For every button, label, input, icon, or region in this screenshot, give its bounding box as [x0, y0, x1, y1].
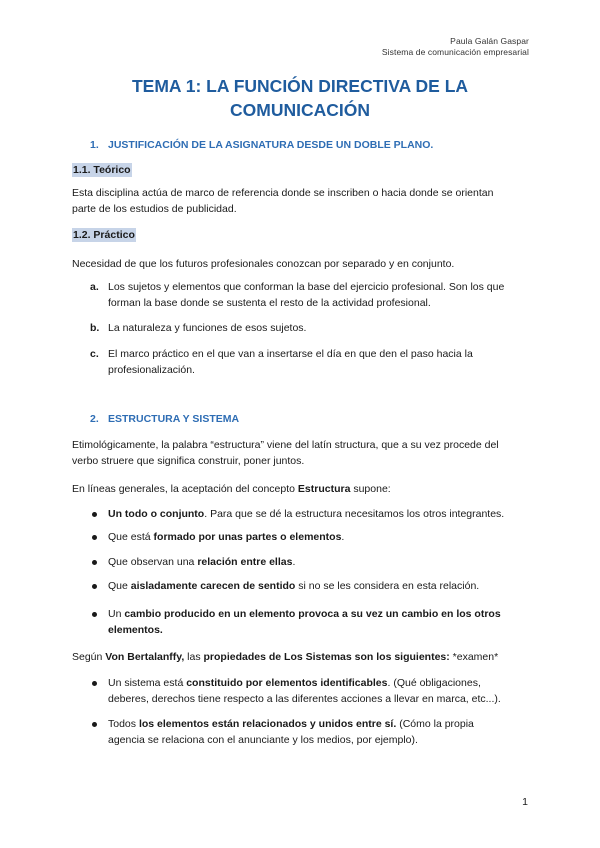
document-title — [60, 74, 540, 122]
sistema-item-1-line-2: deberes, derechos tiene respecto a las diferentes acciones a llevar en marca, etc...). — [108, 693, 501, 705]
bullet-icon — [92, 560, 97, 565]
section-1-title: JUSTIFICACIÓN DE LA ASIGNATURA DESDE UN DOBLE PLANO. — [108, 139, 434, 151]
subsection-1-2-heading — [72, 229, 136, 241]
bold-run: los elementos están relacionados y unidos entre sí. — [138, 718, 397, 730]
bold-run: elementos. — [108, 624, 163, 636]
list-item-b: La naturaleza y funciones de esos sujetos. — [108, 322, 307, 334]
title-line-1: TEMA 1: LA FUNCIÓN DIRECTIVA DE LA — [131, 76, 469, 96]
text-run: Que — [108, 580, 131, 592]
text-run: . — [341, 531, 345, 543]
subsection-1-1-title: 1.1. Teórico — [73, 164, 131, 176]
estructura-item-1 — [108, 506, 532, 522]
sistema-item-2 — [108, 716, 532, 748]
bold-run: Estructura — [297, 483, 351, 495]
paragraph-practico: Necesidad de que los futuros profesionales conozcan por separado y en conjunto. — [72, 258, 455, 270]
text-run: Un sistema está — [108, 677, 187, 689]
list-marker-c: c. — [90, 348, 99, 360]
subsection-1-1-heading — [72, 164, 132, 176]
text-run: Un — [108, 608, 125, 620]
bold-run: Un todo o conjunto — [108, 508, 205, 520]
text-run: supone: — [350, 483, 391, 495]
list-item-c-line-2: profesionalización. — [108, 364, 195, 376]
bullet-icon — [92, 722, 97, 727]
bullet-icon — [92, 535, 97, 540]
paragraph-etimologia-line-2: verbo struere que significa construir, poner juntos. — [72, 455, 305, 467]
header-subject: Sistema de comunicación empresarial — [381, 47, 529, 57]
text-run: Que está — [108, 531, 154, 543]
list-item-a-line-1: Los sujetos y elementos que conforman la base del ejercicio profesional. Son los que — [108, 281, 505, 293]
bold-run: formado por unas partes o elementos — [153, 531, 342, 543]
text-run: Según — [72, 651, 106, 663]
text-run: En líneas generales, la aceptación del concepto — [72, 483, 298, 495]
text-run: las — [184, 651, 204, 663]
bold-run: propiedades de Los Sistemas son los siguientes: — [203, 651, 450, 663]
text-run: . Para que se dé la estructura necesitamos los otros integrantes. — [204, 508, 505, 520]
list-marker-a: a. — [90, 281, 99, 293]
section-2-title: ESTRUCTURA Y SISTEMA — [108, 413, 240, 425]
paragraph-etimologia-line-1: Etimológicamente, la palabra “estructura” viene del latín structura, que a su vez procede del — [72, 439, 499, 451]
section-1-heading — [90, 139, 433, 151]
text-run: si no se les considera en esta relación. — [295, 580, 480, 592]
page-header — [382, 36, 529, 58]
list-item-c — [108, 346, 532, 378]
estructura-item-2 — [108, 529, 532, 545]
paragraph-lineas-generales — [72, 481, 534, 497]
bold-run: relación entre ellas — [197, 556, 293, 568]
bold-run: Von Bertalanffy, — [105, 651, 185, 663]
bullet-icon — [92, 681, 97, 686]
bold-run: cambio producido en un elemento provoca a su vez un cambio en los otros — [124, 608, 501, 620]
title-line-2: COMUNICACIÓN — [230, 100, 370, 120]
text-run: *examen* — [449, 651, 499, 663]
header-author: Paula Galán Gaspar — [450, 36, 529, 46]
sistema-item-2-line-2: agencia se relaciona con el anunciante y los medios, por ejemplo). — [108, 734, 418, 746]
estructura-item-5 — [108, 606, 532, 638]
sistema-item-1 — [108, 675, 532, 707]
bold-run: constituido por elementos identificables — [186, 677, 388, 689]
section-2-heading — [90, 413, 239, 425]
estructura-item-3 — [108, 554, 532, 570]
text-run: Todos — [108, 718, 139, 730]
list-item-a-line-2: forman la base donde se sustenta el resto de la actividad profesional. — [108, 297, 431, 309]
bullet-icon — [92, 584, 97, 589]
list-item-a — [108, 279, 532, 311]
paragraph-teorico-line-2: parte de los estudios de publicidad. — [72, 203, 237, 215]
section-1-number: 1. — [90, 139, 99, 151]
subsection-1-2-title: 1.2. Práctico — [73, 229, 135, 241]
paragraph-teorico-line-1: Esta disciplina actúa de marco de referencia donde se inscriben o hacia donde se orientan — [72, 187, 494, 199]
section-2-number: 2. — [90, 413, 99, 425]
bold-run: aisladamente carecen de sentido — [130, 580, 296, 592]
paragraph-bertalanffy — [72, 649, 534, 665]
paragraph-teorico — [72, 185, 534, 217]
bullet-icon — [92, 512, 97, 517]
text-run: (Cómo la propia — [396, 718, 474, 730]
bullet-icon — [92, 612, 97, 617]
page-number: 1 — [522, 796, 528, 808]
paragraph-etimologia — [72, 437, 534, 469]
text-run: . (Qué obligaciones, — [387, 677, 481, 689]
estructura-item-4 — [108, 578, 532, 594]
text-run: Que observan una — [108, 556, 198, 568]
list-marker-b: b. — [90, 322, 100, 334]
text-run: . — [292, 556, 296, 568]
list-item-c-line-1: El marco práctico en el que van a insertarse el día en que den el paso hacia la — [108, 348, 473, 360]
